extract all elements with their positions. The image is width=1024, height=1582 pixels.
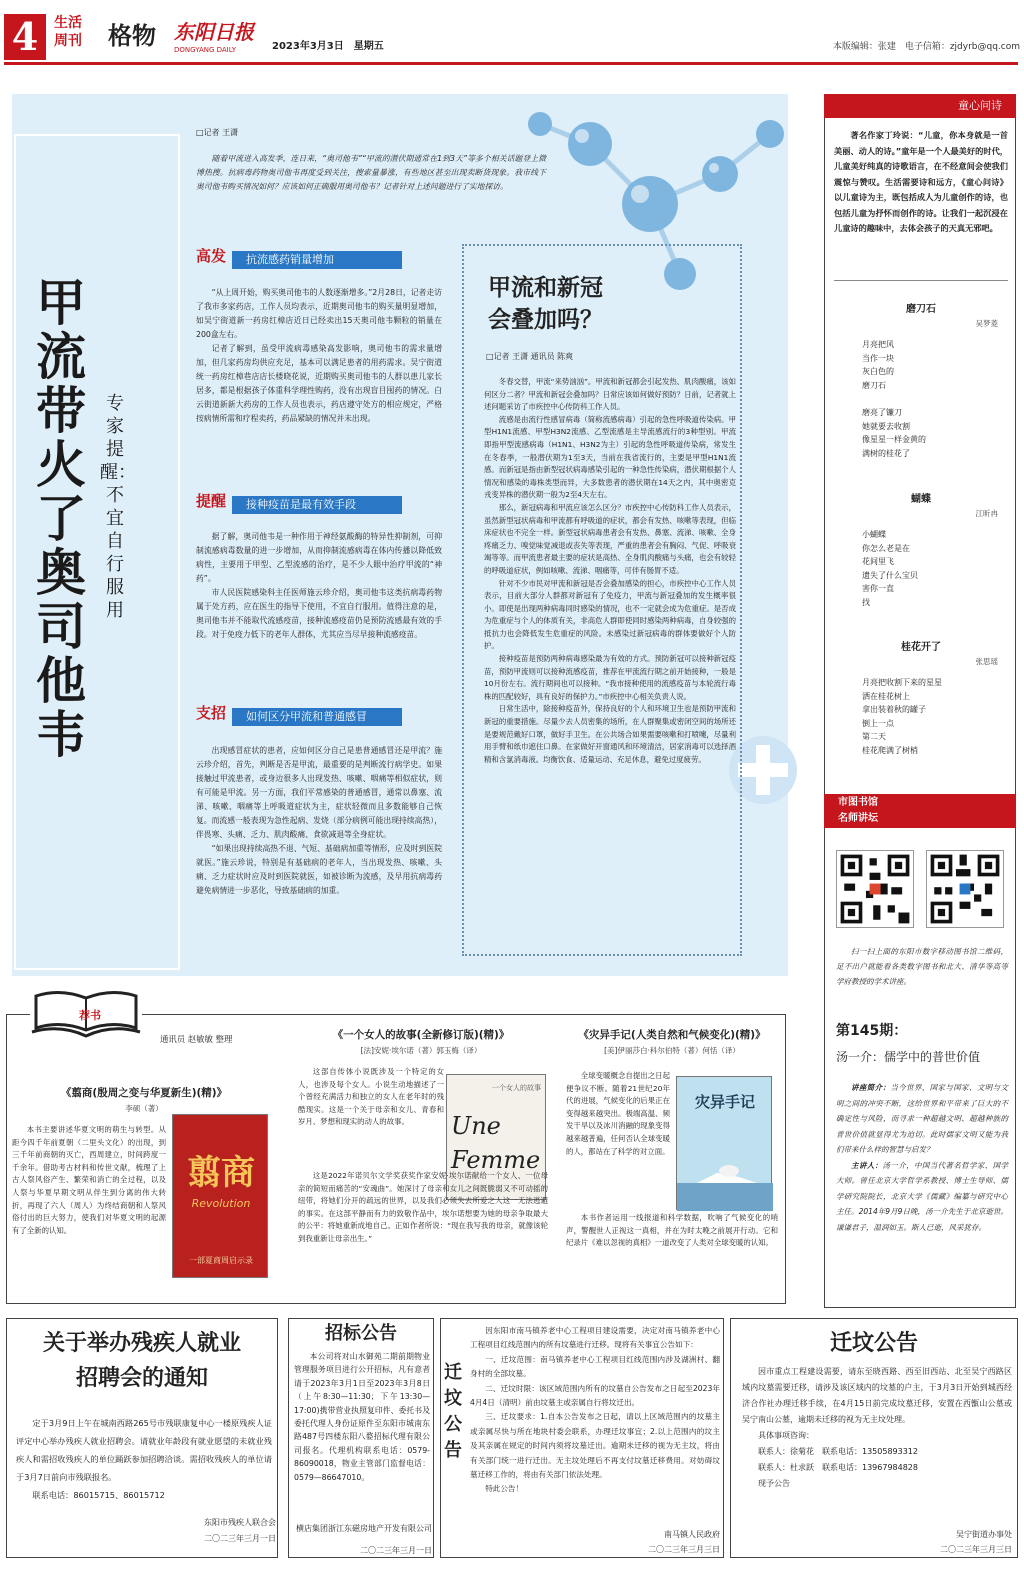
- sidebar-article-byline: □记者 王潇 通讯员 陈爽: [486, 352, 574, 361]
- book-author-2: [法]安妮·埃尔诺（著）郭玉梅（译）: [360, 1046, 482, 1055]
- book-review-3b: 本书作者运用一线报道和科学数据，吹响了气候变化的哨声，警醒世人正视这一真相，并在为时太晚之前展开行动。它和纪录片《难以忽视的真相》一道改变了人类对全球变暖的认知。: [566, 1213, 778, 1248]
- poem-author: 张思瑶: [975, 657, 998, 666]
- section-body-1: “从上周开始，购买奥司他韦的人数逐渐增多。”2月28日，记者走访了我市多家药店，工作人员均表示，近期奥司他韦的购买量明显增加，如吴宁街道新一药房红樟店近日已经卖出15天奥司他韦颗粒的销量在200盒左右。 记者了解到，虽受甲流病毒感染高发影响，奥司他韦的需求量增加，但几家药房均供应充足，基本可以满足患者的用药需求。吴宁街道统一药房红樟巷店店长楼晓花说，近期购买奥司他韦的人群以患儿家长居多，都是根据孩子体重科学理性购药，没有出现盲目囤药的情况。白云街道新新大药房的工作人员也表示，药店遵守处方的相应规定，严格按病情所需和疗程卖药，药品紧缺的情况并未出现。: [196, 288, 442, 423]
- book-review-3a: 全球变暖概念自提出之日起便争议不断。随着21世纪20年代的进展，气候变化的后果正在变得越来越突出。极端高温、频发干旱以及冰川消融的现象变得越来越普遍，任何否认全球变暖的人，都站在了科学的对立面。: [566, 1071, 670, 1156]
- book-cover-3: [676, 1076, 772, 1210]
- grave-notice-nanma-signer: 南马镇人民政府: [664, 1530, 720, 1539]
- cover-caption: 一个女人的故事: [492, 1084, 541, 1092]
- book-title-1: 《翦商(殷周之变与华夏新生)(精)》: [60, 1087, 228, 1099]
- lecture-description: 讲座简介：当今世界，国家与国家、文明与文明之间的冲突不断，这给世界和平带来了巨大的不确定性与风险，而寻求一种超越文明、超越种族的普世价值就显得尤为迫切。此时儒家文明又能为我们带来什么样的智慧与启发？ 主讲人：汤一介，中国当代著名哲学家、国学大师。曾任北京大学哲学系教授、博士生导师、儒学研究院院长，北京大学《儒藏》编纂与研究中心主任。2014年9月9日晚，汤一介先生于北京逝世。谦谦君子，温润如玉。斯人已逝，风采犹存。: [836, 1083, 1009, 1232]
- qr-code-icon[interactable]: [836, 850, 914, 928]
- cover-title: 灾异手记: [694, 1093, 755, 1111]
- poem-1: [834, 302, 1008, 482]
- poem-2: [834, 492, 1008, 626]
- job-fair-date: 二〇二三年三月一日: [204, 1534, 276, 1543]
- section-title-2: 接种疫苗是最有效手段: [232, 496, 402, 514]
- book-cover-1: [172, 1114, 268, 1278]
- column-header-library: 市图书馆 名师讲坛: [824, 794, 1016, 828]
- section-title-3: 如何区分甲流和普通感冒: [232, 708, 402, 726]
- sidebar-article-title: 甲流和新冠 会叠加吗？: [488, 274, 603, 333]
- editor-line: 本版编辑：张建 电子信箱：zjdyrb@qq.com: [832, 42, 1020, 52]
- poem-body: 小蝴蝶 你怎么老是在 花间里飞 遗失了什么宝贝 害你一直 找: [862, 530, 918, 607]
- poem-title: 磨刀石: [906, 304, 936, 315]
- poem-author: 吴梦菱: [975, 319, 998, 328]
- section-body-3: 出现感冒症状的患者，应如何区分自己是患普通感冒还是甲流？施云珍介绍，首先，判断是否是甲流，最重要的是判断流行病学史。如果接触过甲流患者，或身边很多人出现发热、咳嗽、咽痛等相似症状，则有可能是甲流。另一方面，我们平常感染的普通感冒，通常以鼻塞、流涕、咳嗽、咽痛等上呼吸道症状为主，症状轻微而且多数能够自己恢复。而流感一般表现为急性起病、发烧（部分病例可能出现持续高热），伴畏寒、头痛、乏力、肌肉酸痛、食欲减退等全身症状。 “如果出现持续高热不退、气短、基础病加重等情形，应及时到医院就医。”施云珍说，特别是有基础病的老年人，当出现发热、咳嗽、头痛、乏力症状时应及时到医院就医，如被诊断为流感，及早用抗病毒药避免病情进一步恶化，导致基础病的加重。: [196, 746, 442, 895]
- issue-date: 2023年3月3日 星期五: [272, 41, 384, 52]
- poem-title: 蝴蝶: [911, 494, 931, 505]
- section-tag-1: 高发: [196, 247, 227, 265]
- book-author-1: 李硕（著）: [125, 1104, 163, 1113]
- section-name: 格物: [108, 21, 156, 50]
- library-instructions: 扫一扫上面的东阳市数字移动图书馆二维码，足不出户就能看各类数字图书和北大、清华等高等学府教授的学术讲座。: [836, 947, 1008, 986]
- lecture-number: 第145期：: [836, 1023, 908, 1039]
- poem-title: 桂花开了: [901, 642, 941, 653]
- cover-title: Une Femme: [451, 1112, 541, 1174]
- grave-notice-wuning-body: 因市重点工程建设需要，请东至晓西路、西至旧西站、北至吴宁西路区域内坟墓需要迁移，请涉及该区域内的坟墓的户主，于3月3日开始到城西经济合作社办理迁移手续，在4月15日前完成坟墓迁移，安置在西甑山公墓或吴宁南山公墓，逾期未迁移的视为无主坟处理。 具体事项咨询： 联系人：徐菊花 联系电话：13505893312 联系人：杜求跃 联系电话：13967984828 现予公告: [742, 1367, 1012, 1488]
- grave-notice-wuning-title: 迁坟公告: [829, 1330, 918, 1356]
- section-body-2: 据了解，奥司他韦是一种作用于神经氨酸酶的特异性抑制剂，可抑制流感病毒数量的进一步增加，从而抑制流感病毒在体内传播以降低致病性，主要用于甲型、乙型流感的治疗，是不少人眼中治疗甲流的“神药”。 市人民医院感染科主任医师施云珍介绍，奥司他韦这类抗病毒药物属于处方药，应在医生的指导下使用，不宜自行服用。值得注意的是，奥司他韦并不能取代流感疫苗，接种流感疫苗仍是预防流感最有效的手段。对于免疫力低下的老年人群体，尤其应当尽早接种流感疫苗。: [196, 532, 442, 639]
- book-review-1: 本书主要讲述华夏文明的萌生与转型。从距今四千年前夏朝（二里头文化）的出现，到三千年前商朝的灭亡，西周建立，时间跨度一千余年。借助考古材料和传世文献，梳理了上古人祭风俗产生、繁荣和消亡的全过程，以及人祭与华夏早期文明从伴生到分离的伟大转折，再现了六人（周人）为终结商朝和人祭风俗付出的巨大努力，使我们对华夏文明的起源有了全新的认知。: [12, 1125, 166, 1235]
- job-fair-signer: 东阳市残疾人联合会: [204, 1518, 276, 1527]
- section-tag-3: 支招: [196, 704, 227, 722]
- section-title-1: 抗流感药销量增加: [232, 251, 402, 269]
- book-title-3: 《灾异手记(人类自然和气候变化)(精)》: [578, 1029, 766, 1041]
- tender-date: 二〇二三年三月一日: [360, 1546, 432, 1555]
- section-heading-3: [196, 700, 406, 728]
- book-section-editors: 通讯员 赵敏敏 整理: [160, 1034, 233, 1044]
- divider: [834, 280, 1008, 281]
- cover-title: 翦商: [187, 1153, 255, 1193]
- book-author-3: [美]伊丽莎白·科尔伯特（著）何恬（译）: [604, 1046, 740, 1055]
- feature-subtitle: 专家提醒：不宜自行服用: [100, 393, 136, 621]
- job-fair-body: 定于3月9日上午在城南西路265号市残联康复中心一楼原残疾人证评定中心举办残疾人就业招聘会。请就业年龄段有就业愿望的未就业残疾人和需招收残疾人的单位踊跃参加招聘洽谈。需招收残疾人的单位请于3月7日前向市残联报名。 联系电话：86015715、86015712: [16, 1418, 272, 1500]
- tender-signer: 横店集团浙江东磁房地产开发有限公司: [296, 1524, 432, 1533]
- poem-body: 月亮把收割下来的星星 洒在桂花树上 拿出装着秋的罐子 倒上一点 第二天 桂花爬满了树梢: [862, 678, 942, 755]
- section-heading-1: [196, 243, 406, 271]
- masthead-rule: [4, 62, 1018, 65]
- tender-body: 本公司将对山水御苑二期前期物业管理服务项目进行公开招标，凡有意者请于2023年3月1日至2023年3月8日（上午8:30—11:30；下午13:30—17:00)携带营业执照复印件、委托书及委托代理人身份证原件至东阳市城南东路487号四楼东阳八婺招标代理有限公司报名。代理机构联系电话：0579-86090018，物业主管部门监督电话：0579—86647010。: [294, 1352, 430, 1482]
- grave-notice-nanma-title: 迁坟公告: [444, 1362, 462, 1461]
- tender-title: 招标公告: [325, 1323, 397, 1344]
- qr-code-icon[interactable]: [926, 850, 1004, 928]
- section-heading-2: [196, 488, 406, 516]
- cover-subtitle: Revolution: [191, 1197, 251, 1210]
- poem-body: 月亮把风 当作一块 灰白色的 磨刀石 磨亮了镰刀 她就要去收割 像星星一样金黄的 满树的桂花了: [862, 340, 926, 458]
- column-header-tongxin: 童心问诗: [824, 94, 1016, 118]
- lecture-topic: 汤一介：儒学中的普世价值: [836, 1050, 981, 1064]
- paper-name: 东阳日报: [174, 20, 254, 44]
- grave-notice-nanma-body: 因东阳市南马镇养老中心工程项目建设需要，决定对南马镇养老中心工程项目红线范围内的所有坟墓进行迁移。现将有关事宜公告如下： 一、迁坟范围：南马镇养老中心工程项目红线范围内涉及湖洲村、翻身村的全部坟墓。 二、迁坟时限：该区域范围内所有的坟墓自公告发布之日起至2023年4月4日（清明）前由坟墓主或亲属自行将坟迁出。 三、迁坟要求：1.自本公告发布之日起，请以上区域范围内的坟墓主或亲属尽快与所在地块村委会联系，办理迁坟事宜；2.以上范围内的坟主及其亲属在规定的时间内须将坟墓迁出。逾期未迁移的视为无主坟，将由有关部门统一进行迁出。无主坟处理后不再支付坟墓迁移费用。对妨碍坟墓迁移工作的，将由有关部门依法处理。 特此公告！: [470, 1326, 720, 1494]
- feature-byline: □记者 王潇: [196, 128, 239, 137]
- column-intro: 著名作家丁玲说：“儿童，你本身就是一首美丽、动人的诗。”童年是一个人最美好的时代，儿童美好纯真的诗歌语言，在不经意间会使我们震惊与赞叹。生活需要诗和远方，《童心问诗》以儿童诗为主，既包括成人为儿童创作的诗，也包括儿童为抒怀而创作的诗。让我们一起沉浸在儿童诗的趣味中，去体会孩子的天真无邪吧。: [834, 130, 1008, 233]
- polar-bear-icon: [677, 1147, 773, 1211]
- book-title-2: 《一个女人的故事(全新修订版)(精)》: [332, 1029, 510, 1041]
- cover-caption: 一部夏商周启示录: [189, 1256, 253, 1265]
- sidebar-article-body: 冬春交替，甲流“来势汹汹”。甲流和新冠都会引起发热、肌肉酸痛，该如何区分二者？甲流和新冠会叠加吗？日常应该如何做好预防？日前，记者就上述问题采访了市疾控中心传防科工作人员。 流感是由流行性感冒病毒（简称流感病毒）引起的急性呼吸道传染病。甲型H1N1流感、甲型H3N2流感、乙型流感是主导流感流行的3种型别。甲流即指甲型流感病毒（H1N1、H3N2为主）引起的急性呼吸道传染病，常发生在冬春季，一般潜伏期为1至3天，当前在我省流行的，主要是甲型H1N1流感。而新冠是指由新型冠状病毒感染引起的一种急性传染病，潜伏期根据个人情况和感染的毒株类型而异，大多数患者的潜伏期在14天之内，其中奥密克戎变异株的潜伏期一般为2至4天左右。 那么，新冠病毒和甲流应该怎么区分？市疾控中心传防科工作人员表示，虽然新型冠状病毒和甲流都有呼吸道的症状，都会有发热、咳嗽等表现，但临床症状也不完全一样。新型冠状病毒患者会有发热、鼻塞、流涕、咳嗽、全身疼痛乏力、嗅觉味觉减退或丧失等表现，严重的患者会有胸闷、气促、呼吸衰竭等等。而甲流患者最主要的症状是高热、全身肌肉酸痛与头痛，也会有较轻的呼吸道症状，例如咳嗽、流涕、咽痛等，可伴有肠胃不适。 针对不少市民对甲流和新冠是否会叠加感染的担心，市疾控中心工作人员表示，目前大部分人群都对新冠有了免疫力，甲流与新冠叠加的发生概率很小。即使是出现两种病毒同时感染的情况，也不一定就会成为危重症。是否成为危重症与个人的体质有关，非高危人群即使同时感染两种病毒，自身较强的抵抗力也会降低发生危重症的风险。未感染过新冠病毒的群体要做好个人防护。 接种疫苗是预防两种病毒感染最为有效的方式。预防新冠可以接种新冠疫苗，预防甲流则可以接种流感疫苗，推荐在甲流流行期之前开始接种，一般是10月份左右。流行期间也可以接种。“我市接种使用的流感疫苗与本轮流行毒株的匹配较好，具有良好的保护力。”市疾控中心相关负责人说。 日常生活中，除接种疫苗外，保持良好的个人和环境卫生也是预防甲流和新冠的重要措施。尽量少去人员密集的场所，在人群聚集或密闭空间的场所还是要规范戴好口罩，做好手卫生。在公共场合如果需要咳嗽和打喷嚏，尽量利用手臂和纸巾遮住口鼻。在家做好开窗通风和环境清洁，居家消毒可以选择酒精和含氯消毒液。均衡饮食、适量运动、充足休息，避免过度疲劳。: [484, 377, 736, 764]
- feature-headline: 甲流带火了奥司他韦: [36, 273, 86, 764]
- poem-3: [834, 640, 1008, 774]
- grave-notice-wuning-signer: 吴宁街道办事处: [956, 1530, 1012, 1539]
- grave-notice-wuning-date: 二〇二三年三月三日: [940, 1545, 1012, 1554]
- paper-sub: DONGYANG DAILY: [174, 46, 236, 54]
- section-tag: 生活 周刊: [54, 15, 82, 49]
- book-section-label: 荐书: [79, 1009, 101, 1022]
- section-tag-2: 提醒: [196, 492, 227, 510]
- book-review-2a: 这部自传体小说既涉及一个特定的女人，也涉及每个女人。小说生动地描述了一个曾经充满活力和独立的女人在老年时的残酷现实。这是一个关于母亲和女儿、青春和岁月、梦想和现实的动人的故事。: [298, 1067, 444, 1127]
- feature-lead: 随着甲流进入高发季，连日来，“奥司他韦”“甲流的潜伏期通常在1到3天”等多个相关话题登上微博热搜。抗病毒药物奥司他韦再度受到关注，搜索量暴涨，有些地区甚至出现卖断货现象。我市线下奥司他韦购买情况如何？应该如何正确服用奥司他韦？记者针对上述问题进行了实地探访。: [196, 154, 546, 191]
- book-review-2b: 这是2022年诺贝尔文学奖获奖作家安妮·埃尔诺献给一个女人、一位母亲的简短而痛苦的“安魂曲”。她深讨了母亲和女儿之间既脆弱又不可动摇的纽带，将她们分开的疏远的世界，以及我们必须失去所爱之人这一无法逃避的事实。在这部平静而有力的致敬作品中，埃尔诺想要为她的母亲争取最大的公平：将她重新成地自己。正如作者所说：“现在我写我的母亲，就像该轮到我重新让母亲出生。”: [298, 1171, 548, 1243]
- poem-author: 江昕冉: [975, 509, 998, 518]
- job-fair-title: 关于举办残疾人就业 招聘会的通知: [42, 1330, 241, 1391]
- page-number: 4: [4, 14, 46, 60]
- grave-notice-nanma-date: 二〇二三年三月三日: [648, 1545, 720, 1554]
